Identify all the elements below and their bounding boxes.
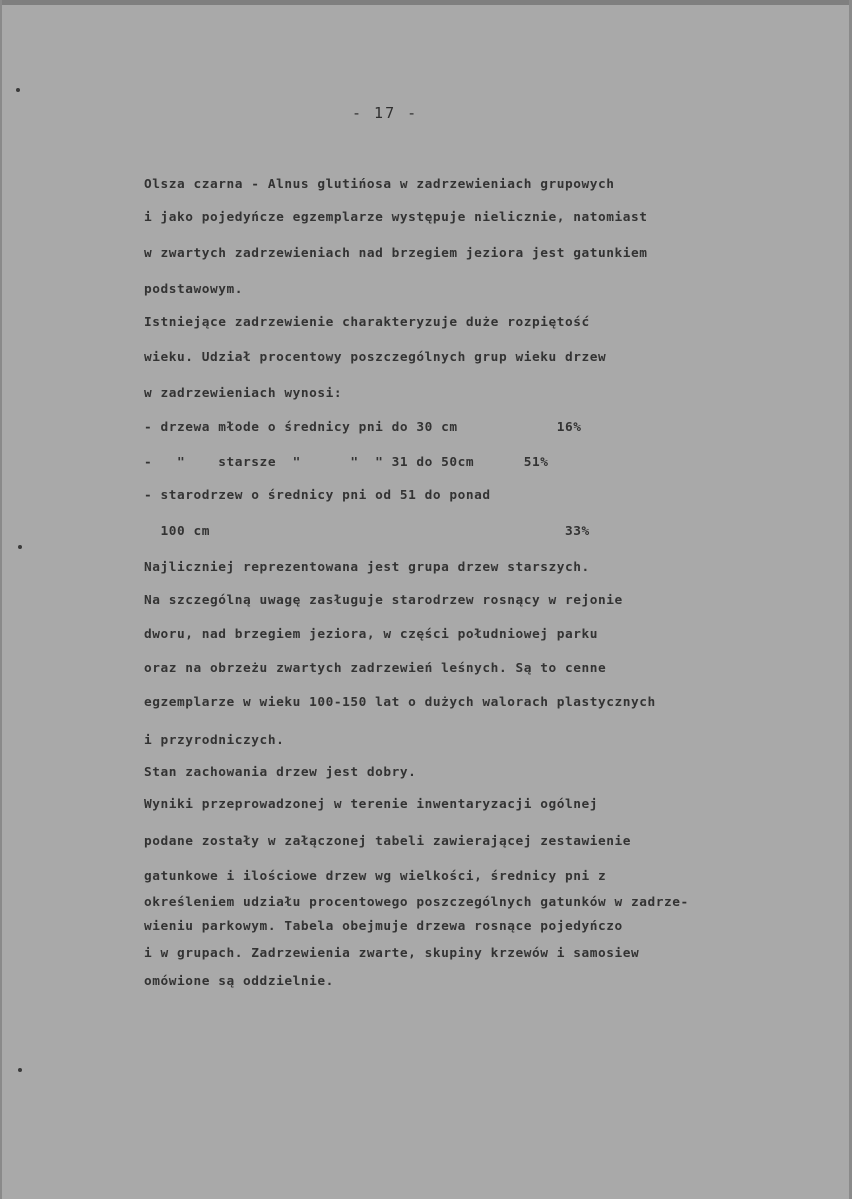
text-line: w zadrzewieniach wynosi:: [144, 386, 343, 401]
text-line: określeniem udziału procentowego poszczególnych gatunków w zadrze-: [144, 895, 689, 910]
text-line: - " starsze " " " 31 do 50cm 51%: [144, 455, 549, 470]
text-line: Najliczniej reprezentowana jest grupa drzew starszych.: [144, 560, 590, 575]
text-line: dworu, nad brzegiem jeziora, w części południowej parku: [144, 627, 598, 642]
scan-speck: [18, 545, 22, 549]
text-line: wieku. Udział procentowy poszczególnych grup wieku drzew: [144, 350, 607, 365]
text-line: Olsza czarna - Alnus glutińosa w zadrzewieniach grupowych: [144, 177, 615, 192]
text-line: i przyrodniczych.: [144, 733, 285, 748]
text-line: Istniejące zadrzewienie charakteryzuje duże rozpiętość: [144, 315, 590, 330]
text-line: wieniu parkowym. Tabela obejmuje drzewa rosnące pojedyńczo: [144, 919, 623, 934]
scan-speck: [16, 88, 20, 92]
text-line: 100 cm 33%: [144, 524, 590, 539]
text-line: Wyniki przeprowadzonej w terenie inwentaryzacji ogólnej: [144, 797, 598, 812]
text-line: i jako pojedyńcze egzemplarze występuje nielicznie, natomiast: [144, 210, 648, 225]
text-line: Stan zachowania drzew jest dobry.: [144, 765, 417, 780]
text-line: - drzewa młode o średnicy pni do 30 cm 16%: [144, 420, 582, 435]
text-line: gatunkowe i ilościowe drzew wg wielkości, średnicy pni z: [144, 869, 607, 884]
text-line: podane zostały w załączonej tabeli zawierającej zestawienie: [144, 834, 632, 849]
text-line: - starodrzew o średnicy pni od 51 do ponad: [144, 488, 491, 503]
text-line: omówione są oddzielnie.: [144, 974, 334, 989]
page-number: - 17 -: [352, 104, 419, 122]
text-line: egzemplarze w wieku 100-150 lat o dużych walorach plastycznych: [144, 695, 656, 710]
text-line: w zwartych zadrzewieniach nad brzegiem jeziora jest gatunkiem: [144, 246, 648, 261]
text-line: i w grupach. Zadrzewienia zwarte, skupiny krzewów i samosiew: [144, 946, 640, 961]
text-line: podstawowym.: [144, 282, 244, 297]
scan-speck: [18, 1068, 22, 1072]
scan-edge-top: [0, 0, 852, 5]
text-line: oraz na obrzeżu zwartych zadrzewień leśnych. Są to cenne: [144, 661, 607, 676]
scan-edge-left: [0, 0, 2, 1199]
text-line: Na szczególną uwagę zasługuje starodrzew rosnący w rejonie: [144, 593, 623, 608]
